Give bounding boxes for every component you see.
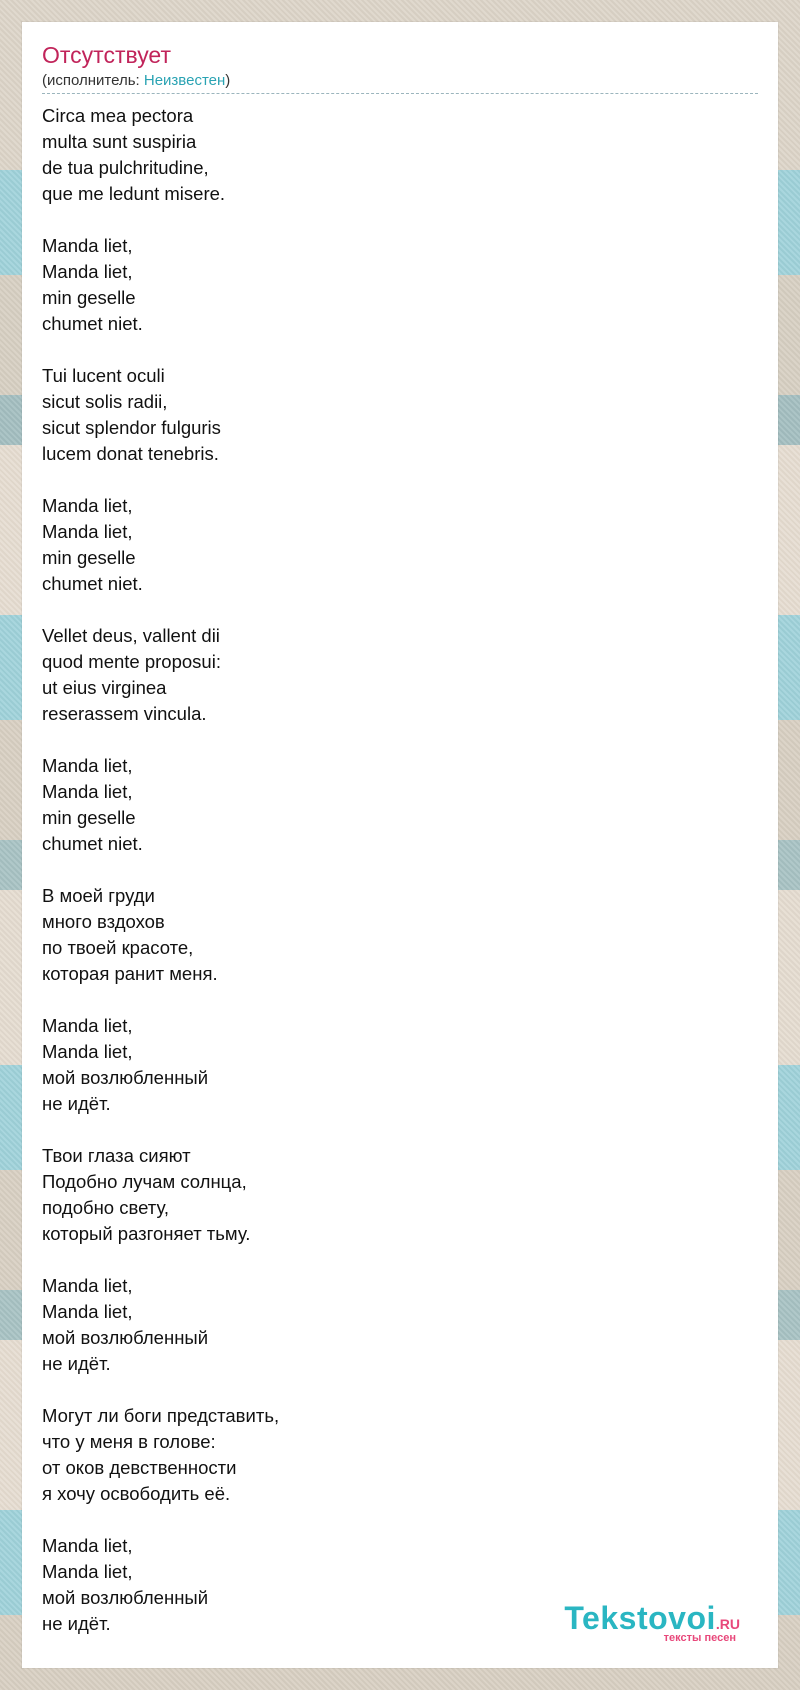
artist-prefix: (исполнитель: [42,72,144,89]
artist-suffix: ) [225,72,231,89]
logo-tagline: тексты песен [663,1632,736,1644]
logo-wordmark [564,1602,740,1634]
site-logo[interactable] [564,1602,740,1644]
lyrics-card [22,22,778,1668]
artist-link[interactable]: Неизвестен [143,72,226,89]
logo-domain-suffix: .RU [715,1616,740,1632]
lyrics-text: Circa mea pectora multa sunt suspiria de tua pulchritudine, que me ledunt misere. Manda liet, Manda liet, min geselle chumet niet. Tui lucent oculi sicut solis radii, sicut splendor fulguris lucem donat tenebris. Manda liet, Manda liet, min geselle chumet niet. Vellet deus, vallent dii quod mente proposui: ut eius virginea reserassem vincula. Manda liet, Manda liet, min geselle chumet niet. В моей груди много вздохов по твоей красоте, которая ранит меня. Manda liet, Manda liet, мой возлюбленный не идёт. Твои глаза сияют Подобно лучам солнца, подобно свету, который разгоняет тьму. Manda liet, Manda liet, мой возлюбленный не идёт. Могут ли боги представить, что у меня в голове: от оков девственности я хочу освободить её. Manda liet, Manda liet, мой возлюбленный не идёт. [42,105,280,1634]
logo-main-text: Tekstovoi [564,1600,716,1636]
song-title: Отсутствует [42,42,171,68]
title-divider [42,93,758,94]
artist-line [42,72,230,90]
